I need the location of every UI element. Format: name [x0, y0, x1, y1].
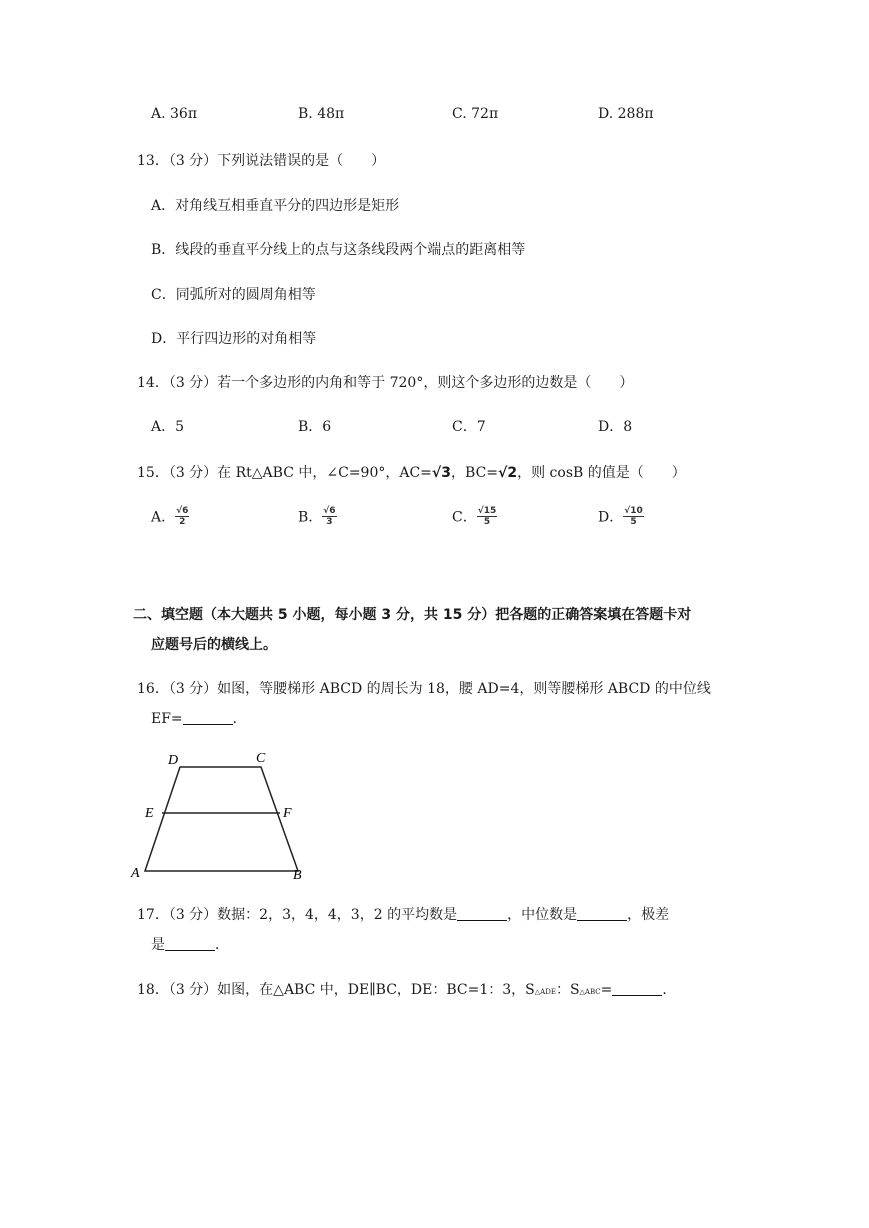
q15-option-c: C． $\frac{√15}{5}$: [452, 506, 497, 527]
q15-bc-value: √2: [498, 465, 518, 481]
q14-option-b: B．6: [298, 419, 332, 435]
q13-option-b: B．线段的垂直平分线上的点与这条线段两个端点的距离相等: [151, 242, 526, 258]
label-a: A: [131, 866, 140, 881]
q13-option-d: D．平行四边形的对角相等: [151, 331, 317, 347]
section2-heading-line1: 二、填空题（本大题共 5 小题，每小题 3 分，共 15 分）把各题的正确答案填在答题卡对: [133, 607, 692, 623]
q18-stem: 18．（3 分）如图，在△ABC 中，DE∥BC，DE：BC=1：3，S△ADE：S△ABC= ．: [137, 982, 677, 998]
q15-option-c-fraction: $\frac{√15}{5}$: [477, 506, 497, 527]
q14-option-a: A．5: [151, 419, 185, 435]
q15-option-b: B． $\frac{√6}{3}$: [298, 506, 336, 527]
q15-ac-value: √3: [431, 465, 452, 481]
q14-option-c: C．7: [452, 419, 486, 435]
q12-option-a: A. 36π: [151, 106, 198, 122]
q15-stem: 15．（3 分）在 Rt△ABC 中，∠C=90°，AC=√3，BC=√2，则 cosB 的值是（ ）: [137, 465, 686, 481]
q18-answer-blank: [612, 981, 662, 996]
q17-median-blank: [577, 906, 627, 921]
q15-option-a-fraction: $\frac{√6}{2}$: [176, 506, 189, 527]
q17-range-blank: [165, 936, 215, 951]
q15-option-b-fraction: $\frac{√6}{3}$: [323, 506, 336, 527]
label-c: C: [256, 751, 266, 766]
q17-line1: 17．（3 分）数据：2，3，4，4，3，2 的平均数是 ，中位数是 ，极差: [137, 907, 670, 923]
section2-heading-line2: 应题号后的横线上。: [151, 637, 277, 653]
q13-option-a: A．对角线互相垂直平分的四边形是矩形: [151, 198, 400, 214]
label-f: F: [283, 806, 292, 821]
trapezoid-abcd: [145, 767, 298, 871]
label-d: D: [168, 753, 179, 768]
q12-option-d: D. 288π: [598, 106, 654, 122]
q12-option-b: B. 48π: [298, 106, 345, 122]
q16-answer-blank: [183, 710, 233, 725]
q14-stem: 14．（3 分）若一个多边形的内角和等于 720°，则这个多边形的边数是（ ）: [137, 375, 634, 391]
q15-option-d: D． $\frac{√10}{5}$: [598, 506, 643, 527]
q17-line2: 是 ．: [151, 937, 229, 953]
trapezoid-figure: [128, 745, 318, 885]
q17-mean-blank: [457, 906, 507, 921]
label-b: B: [293, 868, 302, 883]
q16-line1: 16．（3 分）如图，等腰梯形 ABCD 的周长为 18，腰 AD=4，则等腰梯形 ABCD 的中位线: [137, 681, 711, 697]
label-e: E: [145, 806, 154, 821]
q16-line2: EF= ．: [151, 711, 247, 727]
q15-option-a: A． $\frac{√6}{2}$: [151, 506, 189, 527]
q15-option-d-fraction: $\frac{√10}{5}$: [624, 506, 643, 527]
q13-stem: 13．（3 分）下列说法错误的是（ ）: [137, 153, 386, 169]
q13-option-c: C．同弧所对的圆周角相等: [151, 287, 316, 303]
q14-option-d: D．8: [598, 419, 633, 435]
q12-option-c: C. 72π: [452, 106, 499, 122]
